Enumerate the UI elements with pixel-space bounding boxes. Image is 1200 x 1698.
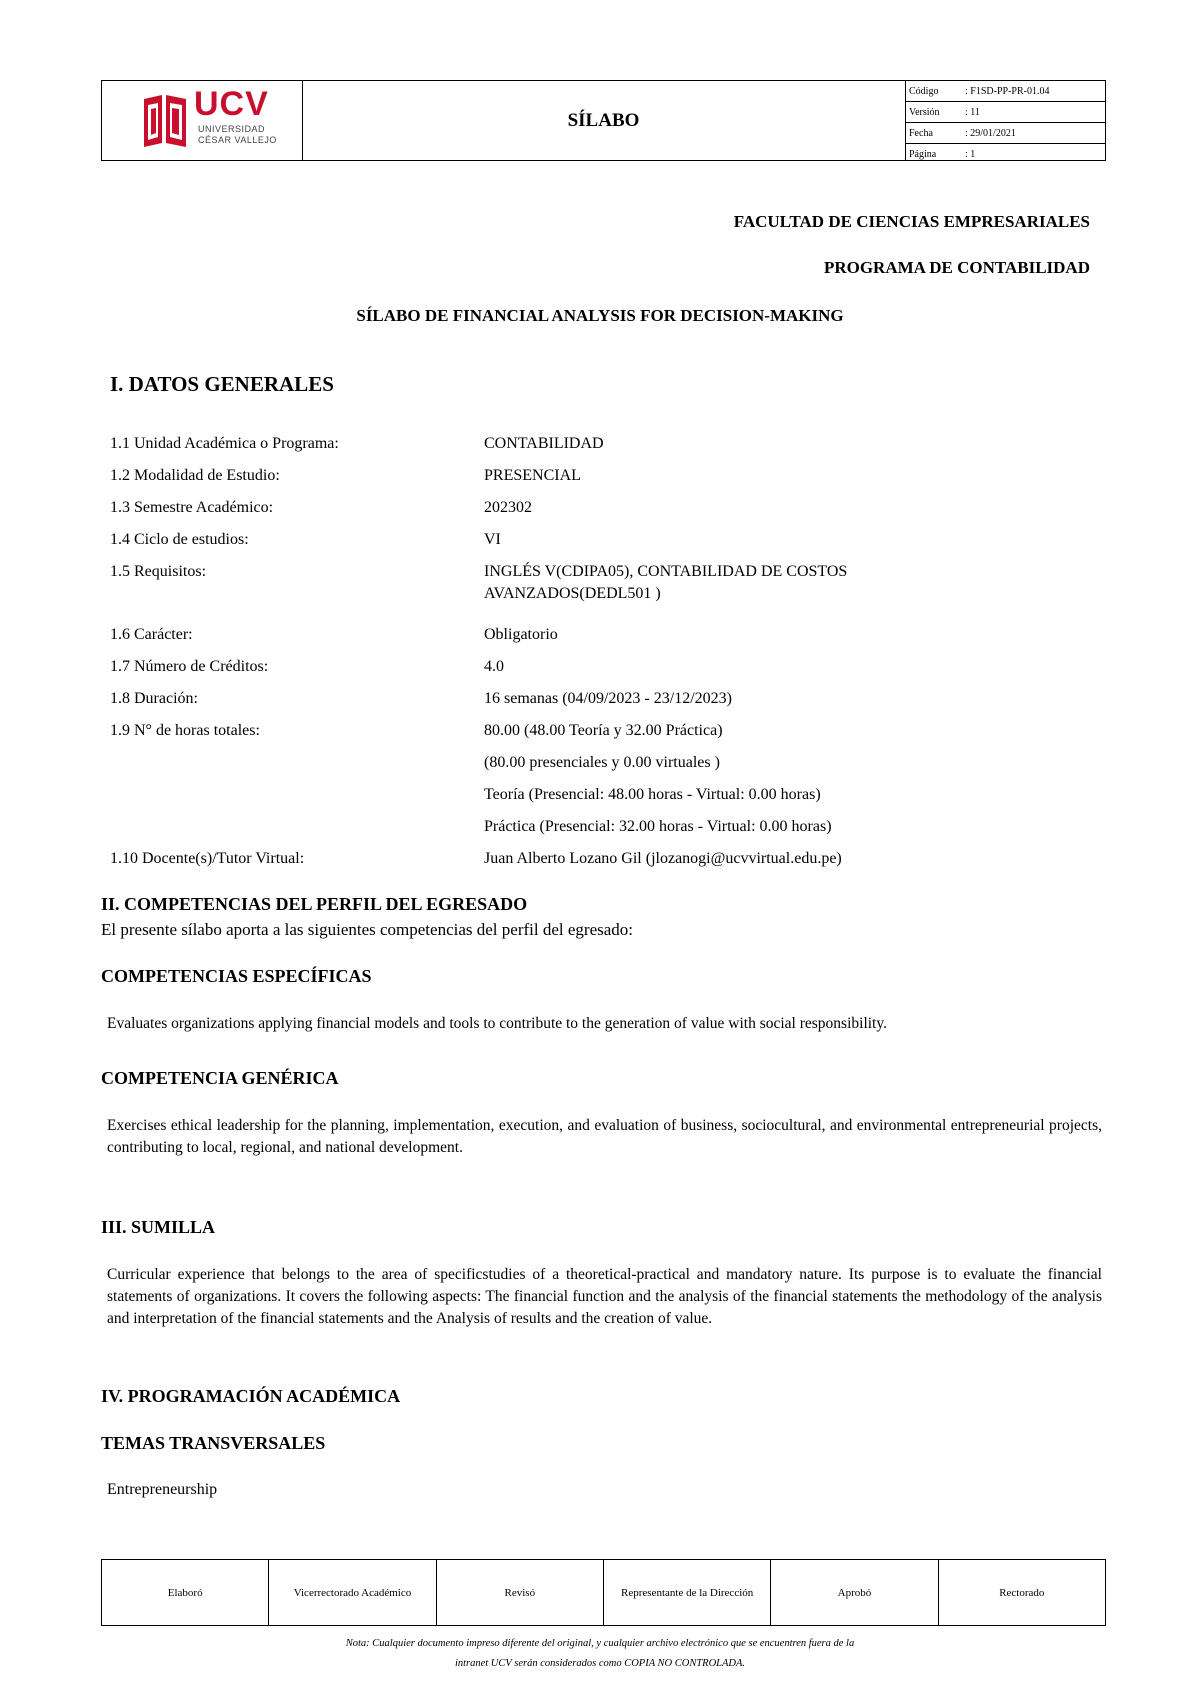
- datos-label: 1.5 Requisitos:: [110, 563, 207, 580]
- especificas-text: Evaluates organizations applying financial models and tools to contribute to the generation of value with social responsibility.: [107, 1015, 887, 1032]
- meta-value: : 1: [965, 148, 976, 160]
- meta-value: : 11: [965, 106, 980, 118]
- datos-label: 1.2 Modalidad de Estudio:: [110, 467, 280, 484]
- document-title: SÍLABO: [302, 81, 906, 160]
- ucv-logo-icon: [140, 93, 192, 149]
- datos-label: 1.10 Docente(s)/Tutor Virtual:: [110, 850, 305, 867]
- datos-label: 1.4 Ciclo de estudios:: [110, 531, 249, 548]
- especificas-heading: COMPETENCIAS ESPECÍFICAS: [101, 966, 372, 986]
- datos-label: 1.1 Unidad Académica o Programa:: [110, 435, 339, 452]
- logo-wordmark: UCV: [194, 85, 269, 123]
- datos-value: CONTABILIDAD: [484, 435, 604, 452]
- datos-value: VI: [484, 531, 501, 548]
- logo-subtitle-2: CÉSAR VALLEJO: [198, 135, 277, 145]
- datos-label: 1.9 N° de horas totales:: [110, 722, 260, 739]
- document-header: [101, 80, 1106, 161]
- logo-subtitle-1: UNIVERSIDAD: [198, 124, 266, 134]
- datos-value: (80.00 presenciales y 0.00 virtuales ): [484, 754, 720, 771]
- meta-value: : F1SD-PP-PR-01.04: [965, 85, 1050, 97]
- meta-label: Página: [909, 148, 937, 160]
- meta-row: [905, 102, 1105, 123]
- section-competencias-heading: II. COMPETENCIAS DEL PERFIL DEL EGRESADO: [101, 894, 528, 914]
- footer-note-line-2: intranet UCV serán considerados como COPIA NO CONTROLADA.: [454, 1658, 746, 1669]
- datos-value: Práctica (Presencial: 32.00 horas - Virtual: 0.00 horas): [484, 818, 832, 835]
- meta-row: [905, 123, 1105, 144]
- competencias-intro: El presente sílabo aporta a las siguientes competencias del perfil del egresado:: [101, 920, 633, 939]
- temas-transversales-heading: TEMAS TRANSVERSALES: [101, 1433, 326, 1453]
- meta-value: : 29/01/2021: [965, 127, 1016, 139]
- document-meta: [905, 81, 1105, 160]
- datos-value: 202302: [484, 499, 532, 516]
- datos-value: 4.0: [484, 658, 504, 675]
- sumilla-text: Curricular experience that belongs to the area of specificstudies of a theoretical-practical and mandatory nature. Its purpose is to evaluate the financial statements of organizations. It covers the following aspects: The financial function and the analysis of the financial statements the methodology of the analysis and interpretation of the financial statements and the Analysis of results and the creation of value.: [107, 1266, 1102, 1327]
- datos-label: 1.3 Semestre Académico:: [110, 499, 274, 516]
- approval-cell: Elaboró: [102, 1560, 269, 1625]
- meta-row: [905, 81, 1105, 102]
- footer-note-line-1: Nota: Cualquier documento impreso diferente del original, y cualquier archivo electrónico que se encuentren fuera de la: [345, 1638, 855, 1649]
- section-programacion-heading: IV. PROGRAMACIÓN ACADÉMICA: [101, 1386, 401, 1406]
- approvals-table: [101, 1559, 1106, 1626]
- datos-label: 1.8 Duración:: [110, 690, 198, 707]
- approval-cell: Revisó: [437, 1560, 604, 1625]
- meta-label: Fecha: [909, 127, 933, 139]
- meta-label: Versión: [909, 106, 940, 118]
- datos-value: Juan Alberto Lozano Gil (jlozanogi@ucvvirtual.edu.pe): [484, 850, 842, 867]
- generica-heading: COMPETENCIA GENÉRICA: [101, 1068, 339, 1088]
- meta-label: Código: [909, 85, 939, 97]
- datos-value: Obligatorio: [484, 626, 558, 643]
- datos-value: Teoría (Presencial: 48.00 horas - Virtual: 0.00 horas): [484, 786, 821, 803]
- approval-cell: Vicerrectorado Académico: [269, 1560, 436, 1625]
- approval-cell: Representante de la Dirección: [604, 1560, 771, 1625]
- approval-cell: Rectorado: [999, 1586, 1045, 1599]
- datos-value-continued: AVANZADOS(DEDL501 ): [484, 585, 661, 602]
- temas-transversales-text: Entrepreneurship: [107, 1481, 218, 1498]
- datos-label: 1.7 Número de Créditos:: [110, 658, 269, 675]
- datos-value: 80.00 (48.00 Teoría y 32.00 Práctica): [484, 722, 723, 739]
- approval-cell: Aprobó: [771, 1560, 938, 1625]
- section-sumilla-heading: III. SUMILLA: [101, 1217, 216, 1237]
- faculty-name: FACULTAD DE CIENCIAS EMPRESARIALES: [733, 212, 1090, 231]
- datos-value: INGLÉS V(CDIPA05), CONTABILIDAD DE COSTOS: [484, 563, 848, 580]
- section-datos-heading: I. DATOS GENERALES: [110, 372, 334, 396]
- generica-text: Exercises ethical leadership for the planning, implementation, execution, and evaluation of business, sociocultural, and environmental entrepreneurial projects, contributing to local, regional, and national development.: [107, 1117, 1102, 1156]
- meta-row: [905, 144, 1105, 164]
- datos-value: PRESENCIAL: [484, 467, 581, 484]
- datos-value: 16 semanas (04/09/2023 - 23/12/2023): [484, 690, 732, 707]
- program-name: PROGRAMA DE CONTABILIDAD: [823, 258, 1090, 277]
- logo-cell: [102, 81, 303, 160]
- datos-label: 1.6 Carácter:: [110, 626, 193, 643]
- course-title: SÍLABO DE FINANCIAL ANALYSIS FOR DECISION-MAKING: [356, 306, 844, 325]
